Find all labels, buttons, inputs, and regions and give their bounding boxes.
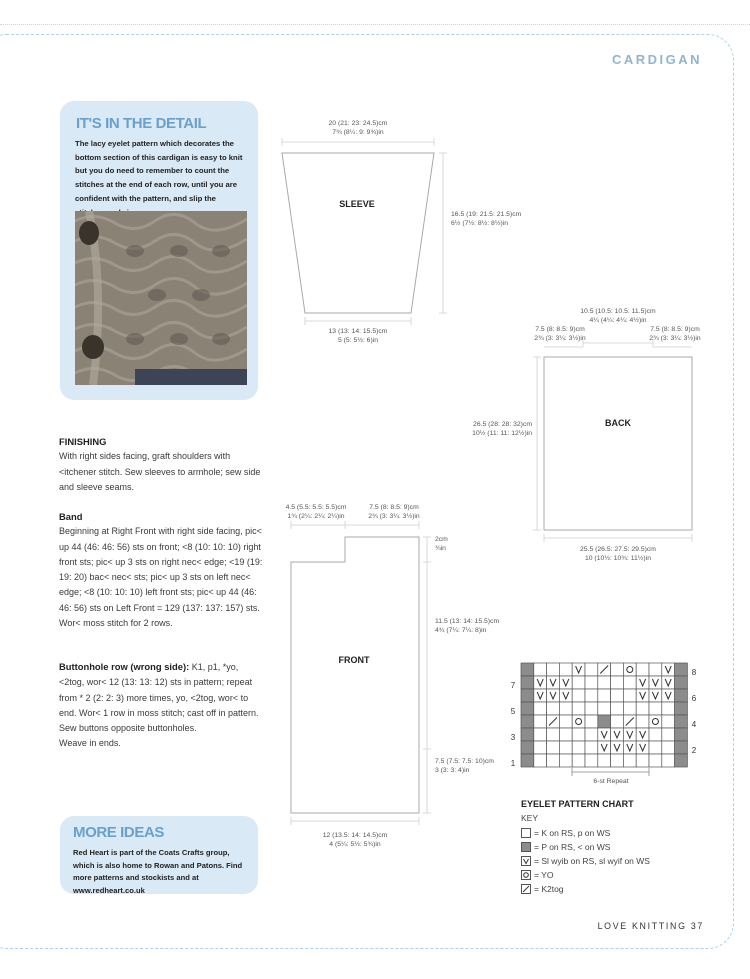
row-number-right: 6	[691, 694, 697, 703]
back-length-cm: 26.5 (28: 28: 32)cm	[473, 421, 532, 428]
o-square-icon	[521, 870, 531, 880]
chart-cell	[585, 715, 598, 728]
chart-cell	[559, 663, 572, 676]
repeat-label: 6-st Repeat	[593, 778, 629, 785]
back-width-cm: 25.5 (26.5: 27.5: 29.5)cm	[580, 546, 656, 553]
row-number-right: 4	[691, 720, 697, 729]
chart-cell	[675, 702, 688, 715]
chart-cell	[598, 676, 611, 689]
chart-cell	[559, 702, 572, 715]
chart-cell	[585, 689, 598, 702]
row-number-right: 8	[691, 668, 697, 677]
chart-cell	[598, 702, 611, 715]
chart-cell	[623, 754, 636, 767]
buttonhole-line2: Sew buttons opposite buttonholes.	[59, 723, 197, 734]
chart-cell	[534, 702, 547, 715]
chart-cell	[675, 741, 688, 754]
chart-cell	[623, 676, 636, 689]
sleeve-schematic	[282, 120, 522, 344]
chart-cell	[521, 728, 534, 741]
row-number-left: 7	[510, 681, 516, 690]
back-shoulder-left-in: 2¾ (3: 3¼: 3½)in	[534, 335, 586, 342]
band-text: Beginning at Right Front with right side facing, pic< up 44 (46: 46: 56) sts on front; <8 (10: 10: 10) right front sts; pic< up 3 sts on right nec< edge; <19 (19: 19: 20) bac< nec< sts; pic< up 3 sts on left nec< edge; <8 (10: 10: 10) left front sts; pic< up 44 (46: 46: 56) sts on Left Front = 129 (137: 137: 157) sts. Wor< moss stitch for 2 rows.	[59, 526, 263, 629]
sleeve-bottom-in: 5 (5: 5½: 6)in	[337, 337, 379, 344]
chart-cell	[534, 754, 547, 767]
chart-cell	[585, 702, 598, 715]
chart-cell	[559, 728, 572, 741]
front-neck-in: 1¾ (2¼: 2¼: 2¼)in	[287, 513, 345, 520]
chart-cell	[611, 754, 624, 767]
chart-cell	[675, 728, 688, 741]
chart-cell	[611, 715, 624, 728]
front-width-in: 4 (5¼: 5½: 5¾)in	[329, 841, 381, 848]
chart-cell	[649, 663, 662, 676]
sleeve-side-in: 6½ (7½: 8½: 8½)in	[451, 220, 509, 227]
chart-cell	[623, 663, 636, 676]
legend-item: = P on RS, < on WS	[521, 841, 610, 853]
chart-cell	[649, 702, 662, 715]
chart-cell	[521, 702, 534, 715]
chart-cell	[636, 754, 649, 767]
finishing-text: With right sides facing, graft shoulders with <itchener stitch. Sew sleeves to armhole; sew side and sleeve seams.	[59, 451, 261, 492]
chart-cell	[585, 741, 598, 754]
row-number-left: 3	[510, 733, 516, 742]
back-shoulder-right-cm: 7.5 (8: 8.5: 9)cm	[650, 326, 700, 333]
finishing-heading: FINISHING	[59, 436, 107, 447]
chart-cell	[649, 754, 662, 767]
legend-item: = K on RS, p on WS	[521, 827, 610, 839]
detail-title: IT'S IN THE DETAIL	[76, 115, 207, 132]
chart-cell	[675, 663, 688, 676]
repeat-bracket	[572, 768, 649, 776]
back-length-in: 10½ (11: 11: 12½)in	[472, 430, 532, 437]
back-label: BACK	[605, 418, 631, 428]
chart-cell	[675, 689, 688, 702]
chart-cell	[585, 754, 598, 767]
back-neck-in: 4¼ (4¼: 4¼: 4½)in	[589, 317, 647, 324]
front-upper-in: 4¾ (7¼: 7¼: 8)in	[435, 627, 487, 634]
chart-cell	[559, 754, 572, 767]
chart-cell	[598, 715, 611, 728]
chart-cell	[572, 702, 585, 715]
chart-cell	[521, 754, 534, 767]
chart-cell	[521, 689, 534, 702]
chart-cell	[572, 754, 585, 767]
page-number: 37	[690, 921, 704, 931]
chart-cell	[534, 663, 547, 676]
band-heading: Band	[59, 511, 83, 522]
front-upper-cm: 11.5 (13: 14: 15.5)cm	[435, 618, 500, 625]
back-width-in: 10 (10½: 10¾: 11½)in	[584, 555, 652, 562]
chart-cell	[521, 663, 534, 676]
chart-cell	[534, 728, 547, 741]
shaded-square-icon	[521, 842, 531, 852]
front-schematic	[286, 504, 500, 848]
chart-title: EYELET PATTERN CHART	[521, 799, 634, 809]
front-shoulder-cm: 7.5 (8: 8.5: 9)cm	[369, 504, 419, 511]
chart-cell	[649, 728, 662, 741]
slash-square-icon	[521, 884, 531, 894]
chart-cell	[675, 715, 688, 728]
chart-cell	[611, 702, 624, 715]
chart-cell	[585, 728, 598, 741]
back-schematic	[472, 308, 701, 562]
chart-cell	[547, 663, 560, 676]
front-lower-in: 3 (3: 3: 4)in	[435, 767, 470, 774]
chart-cell	[662, 702, 675, 715]
front-lower-cm: 7.5 (7.5: 7.5: 10)cm	[435, 758, 494, 765]
legend-item: = K2tog	[521, 883, 564, 895]
chart-cell	[534, 715, 547, 728]
chart-cell	[636, 715, 649, 728]
chart-cell	[611, 689, 624, 702]
section-label: CARDIGAN	[611, 52, 702, 67]
buttonhole-line3: Weave in ends.	[59, 738, 121, 749]
back-shoulder-right-in: 2¾ (3: 3¼: 3½)in	[649, 335, 701, 342]
row-number-right: 2	[691, 746, 697, 755]
chart-cell	[662, 715, 675, 728]
legend-item: = Sl wyib on RS, sl wyif on WS	[521, 855, 650, 867]
eyelet-pattern-chart	[521, 663, 687, 767]
front-shoulder-in: 2¾ (3: 3¼: 3½)in	[368, 513, 420, 520]
chart-cell	[662, 754, 675, 767]
chart-cell	[534, 741, 547, 754]
front-depth-in: ¾in	[435, 545, 446, 552]
chart-cell	[585, 663, 598, 676]
chart-cell	[547, 754, 560, 767]
buttonhole-text: K1, p1, *yo, <2tog, wor< 12 (13: 13: 12) sts in pattern; repeat from * 2 (2: 2: 3) more times, yo, <2tog, wor< to end. Wor< 1 row in moss stitch; cast off in pattern.	[59, 662, 259, 718]
chart-cell	[675, 754, 688, 767]
chart-cell	[572, 741, 585, 754]
sleeve-label: SLEEVE	[339, 199, 375, 209]
chart-cell	[598, 754, 611, 767]
chart-cell	[662, 741, 675, 754]
chart-cell	[572, 728, 585, 741]
chart-cell	[572, 676, 585, 689]
page-footer	[598, 921, 704, 931]
chart-key-label: KEY	[521, 813, 539, 823]
chart-cell	[521, 715, 534, 728]
row-number-left: 1	[510, 759, 516, 768]
sleeve-bottom-cm: 13 (13: 14: 15.5)cm	[328, 328, 388, 335]
chart-cell	[598, 689, 611, 702]
chart-cell	[559, 715, 572, 728]
detail-text: The lacy eyelet pattern which decorates the bottom section of this cardigan is easy to knit but you do need to remember to count the stitches at the end of each row, until you are confident with the pattern, and slip the	[75, 139, 243, 203]
chart-cell	[521, 741, 534, 754]
front-depth-cm: 2cm	[435, 536, 448, 543]
row-number-left: 5	[510, 707, 516, 716]
sleeve-side-cm: 16.5 (19: 21.5: 21.5)cm	[451, 211, 522, 218]
chart-cell	[521, 676, 534, 689]
chart-cell	[547, 728, 560, 741]
legend-item: = YO	[521, 869, 553, 881]
blank-square-icon	[521, 828, 531, 838]
back-shoulder-left-cm: 7.5 (8: 8.5: 9)cm	[535, 326, 585, 333]
buttonhole-heading: Buttonhole row (wrong side):	[59, 661, 190, 672]
front-label: FRONT	[338, 655, 370, 665]
chart-cell	[636, 663, 649, 676]
chart-cell	[572, 689, 585, 702]
v-square-icon	[521, 856, 531, 866]
chart-cell	[662, 728, 675, 741]
back-neck-cm: 10.5 (10.5: 10.5: 11.5)cm	[580, 308, 656, 315]
footer-text: LOVE KNITTING	[597, 921, 687, 931]
chart-cell	[649, 715, 662, 728]
ideas-title: MORE IDEAS	[73, 824, 165, 841]
chart-cell	[572, 715, 585, 728]
chart-cell	[623, 689, 636, 702]
chart-cell	[623, 702, 636, 715]
front-neck-cm: 4.5 (5.5: 5.5: 5.5)cm	[285, 504, 347, 511]
sleeve-top-in: 7¾ (8¼: 9: 9¾)in	[332, 129, 384, 136]
chart-cell	[547, 702, 560, 715]
chart-cell	[649, 741, 662, 754]
sleeve-top-cm: 20 (21: 23: 24.5)cm	[328, 120, 388, 127]
chart-cell	[547, 741, 560, 754]
chart-cell	[611, 676, 624, 689]
chart-cell	[636, 702, 649, 715]
chart-cell	[675, 676, 688, 689]
chart-cell	[559, 741, 572, 754]
front-width-cm: 12 (13.5: 14: 14.5)cm	[322, 832, 388, 839]
chart-cell	[611, 663, 624, 676]
ideas-text: Red Heart is part of the Coats Crafts group, which is also home to Rowan and Patons. Find more patterns and stockists and at www.redheart.co.uk	[73, 848, 243, 895]
chart-cell	[585, 676, 598, 689]
